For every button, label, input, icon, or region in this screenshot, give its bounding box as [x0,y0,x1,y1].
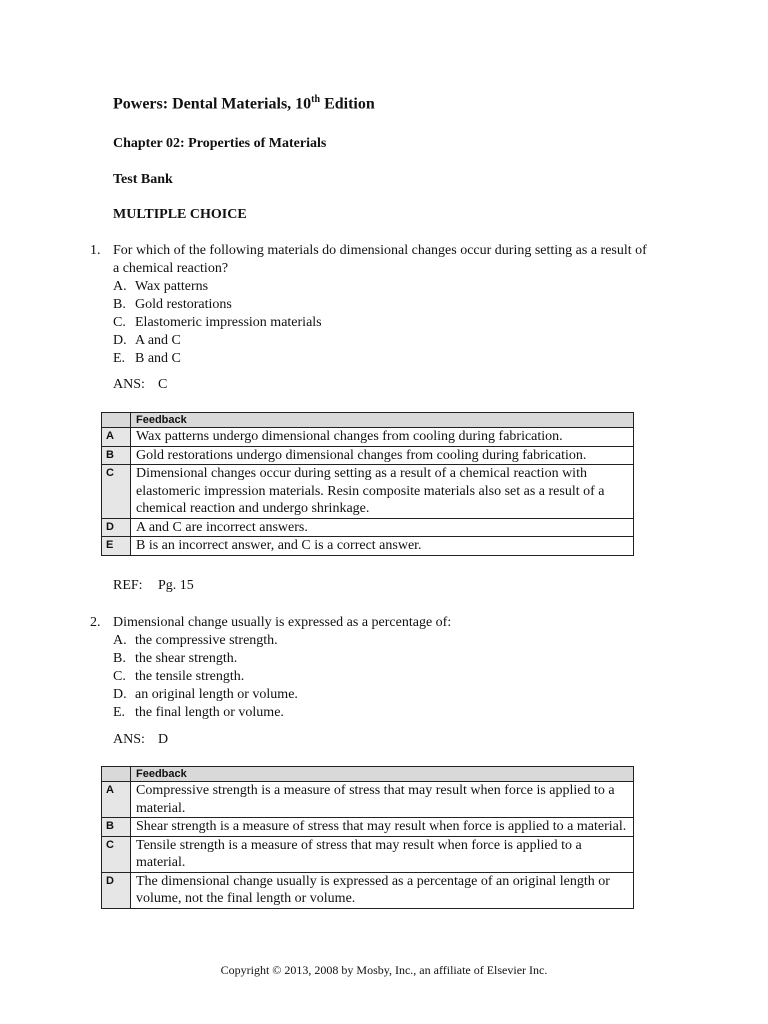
feedback-key: A [102,782,131,818]
feedback-key: E [102,537,131,556]
question-2 [90,614,650,722]
feedback-key: B [102,818,131,837]
option-letter: D. [113,333,127,348]
reference-line [113,578,194,594]
feedback-row [102,836,634,872]
option-item [113,296,650,314]
feedback-header-row [102,767,634,782]
feedback-text: B is an incorrect answer, and C is a correct answer. [131,537,634,556]
feedback-row [102,428,634,447]
answer-label: ANS: [113,732,145,747]
feedback-key: C [102,465,131,519]
reference-label: REF: [113,578,143,593]
option-item [113,332,650,350]
feedback-row [102,465,634,519]
option-text: the tensile strength. [135,669,245,684]
option-text: Elastomeric impression materials [135,315,322,330]
feedback-text: Wax patterns undergo dimensional changes from cooling during fabrication. [131,428,634,447]
feedback-key: A [102,428,131,447]
feedback-text: Gold restorations undergo dimensional changes from cooling during fabrication. [131,446,634,465]
feedback-row [102,818,634,837]
option-item [113,668,650,686]
option-list [113,278,650,368]
section-heading: MULTIPLE CHOICE [113,207,247,222]
answer-value: D [158,732,169,747]
option-text: an original length or volume. [135,687,298,702]
option-item [113,278,650,296]
option-text: the final length or volume. [135,705,284,720]
chapter-heading: Chapter 02: Properties of Materials [113,136,327,151]
answer-line [113,732,168,748]
feedback-key: C [102,836,131,872]
test-bank-heading: Test Bank [113,172,173,187]
page-title: Powers: Dental Materials, 10th Edition [113,94,375,113]
question-number: 2. [90,615,101,630]
feedback-text: Dimensional changes occur during setting as a result of a chemical reaction with elastomeric impression materials. Resin composite materials also set as a result of a chemical reaction and undergo shrinkage. [131,465,634,519]
question-number: 1. [90,243,101,258]
option-letter: B. [113,651,126,666]
option-text: the compressive strength. [135,633,278,648]
feedback-text: Compressive strength is a measure of stress that may result when force is applied to a material. [131,782,634,818]
option-letter: D. [113,687,127,702]
option-letter: C. [113,315,126,330]
option-text: B and C [135,351,181,366]
option-item [113,686,650,704]
option-item [113,704,650,722]
option-text: the shear strength. [135,651,238,666]
feedback-text: A and C are incorrect answers. [131,518,634,537]
option-text: A and C [135,333,181,348]
option-item [113,632,650,650]
feedback-row [102,446,634,465]
question-stem: Dimensional change usually is expressed as a percentage of: [113,615,452,630]
question-1 [90,242,650,368]
feedback-key: D [102,518,131,537]
answer-value: C [158,377,168,392]
option-letter: E. [113,351,126,366]
feedback-row [102,518,634,537]
feedback-header-row [102,413,634,428]
option-list [113,632,650,722]
option-item [113,314,650,332]
feedback-row [102,872,634,908]
feedback-row [102,782,634,818]
reference-value: Pg. 15 [158,578,194,593]
feedback-text: The dimensional change usually is expressed as a percentage of an original length or volume, not the final length or volume. [131,872,634,908]
copyright-footer: Copyright © 2013, 2008 by Mosby, Inc., an affiliate of Elsevier Inc. [220,963,548,977]
option-letter: A. [113,279,127,294]
option-letter: B. [113,297,126,312]
feedback-row [102,537,634,556]
option-letter: A. [113,633,127,648]
feedback-header: Feedback [131,767,634,782]
feedback-key: B [102,446,131,465]
option-letter: E. [113,705,126,720]
option-item [113,650,650,668]
answer-label: ANS: [113,377,145,392]
option-letter: C. [113,669,126,684]
feedback-text: Shear strength is a measure of stress that may result when force is applied to a material. [131,818,634,837]
question-stem: For which of the following materials do dimensional changes occur during setting as a result of a chemical reaction? [113,243,647,276]
feedback-text: Tensile strength is a measure of stress that may result when force is applied to a material. [131,836,634,872]
feedback-header: Feedback [131,413,634,428]
feedback-table [101,766,634,909]
feedback-table [101,412,634,556]
option-text: Gold restorations [135,297,232,312]
option-text: Wax patterns [135,279,209,294]
feedback-key: D [102,872,131,908]
answer-line [113,377,167,393]
option-item [113,350,650,368]
